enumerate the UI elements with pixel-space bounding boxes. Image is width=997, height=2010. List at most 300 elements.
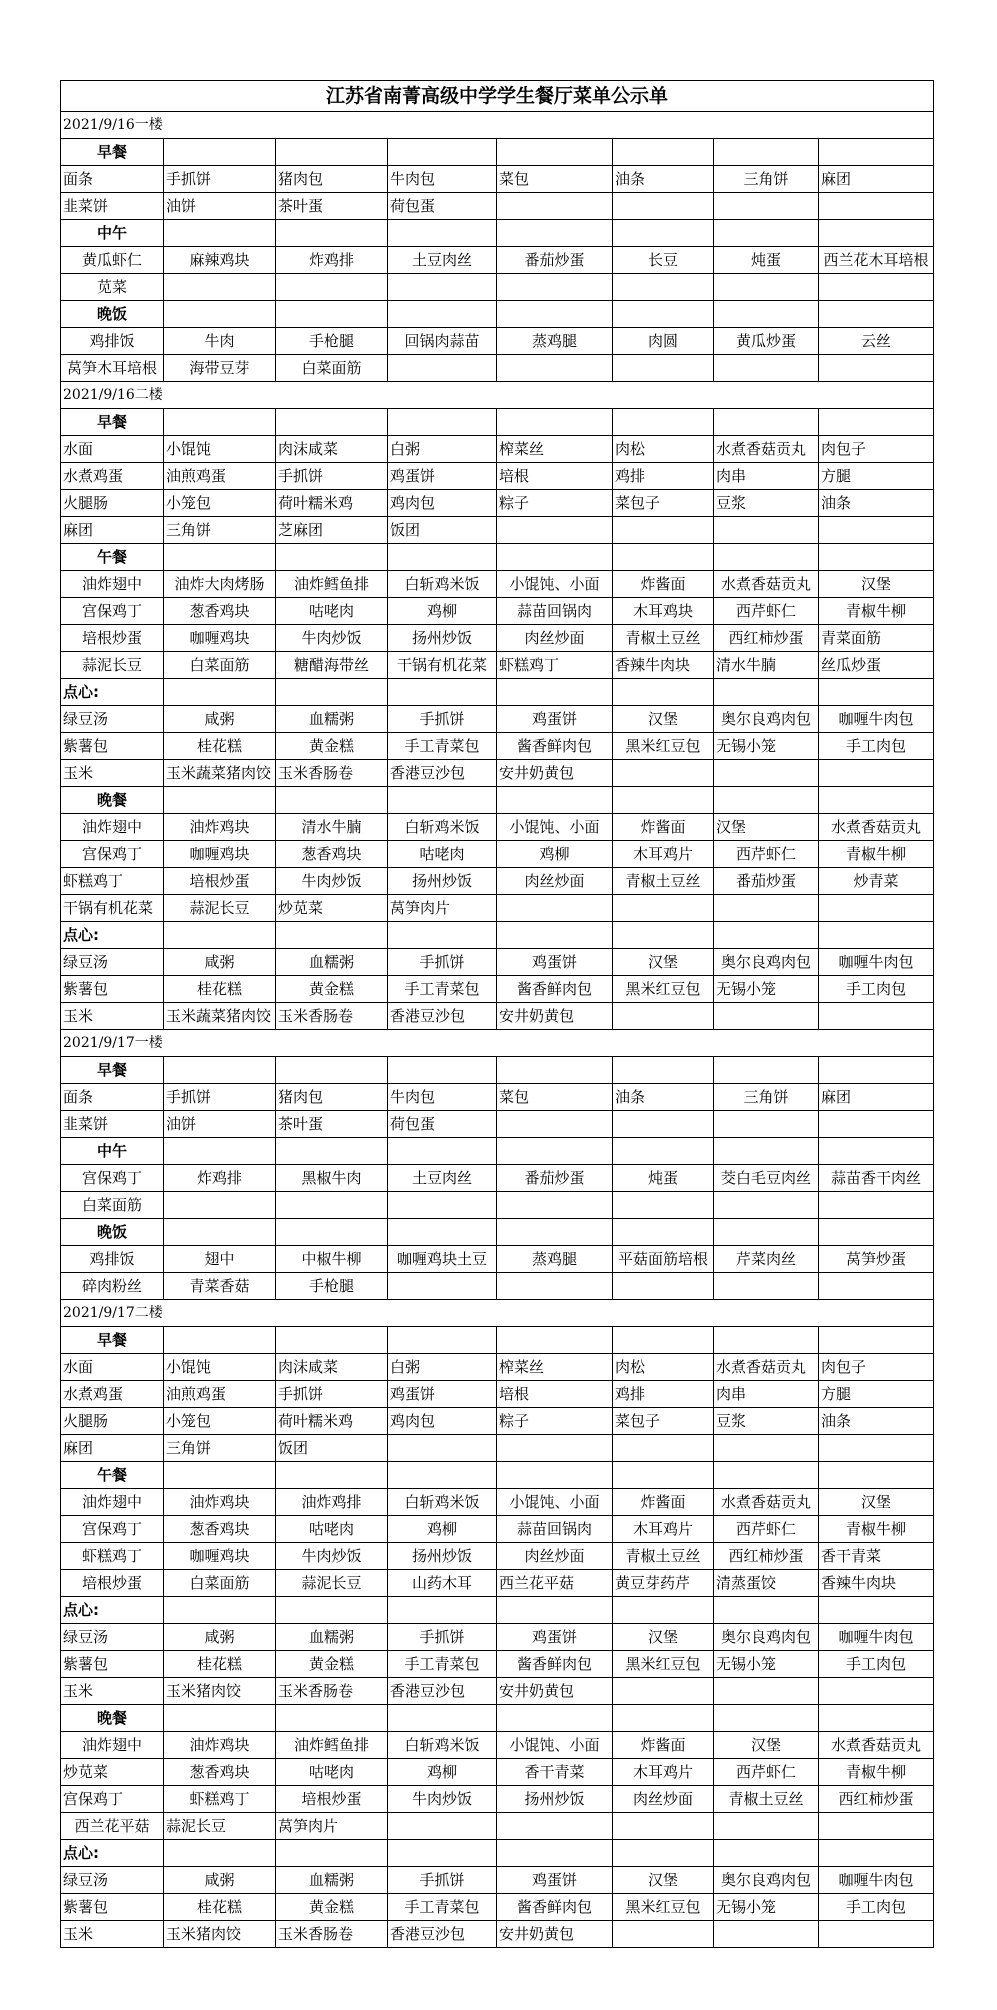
menu-item-cell: 小馄饨、小面 bbox=[497, 571, 613, 598]
empty-cell bbox=[388, 1462, 497, 1489]
menu-item-cell: 手抓饼 bbox=[388, 1624, 497, 1651]
empty-cell bbox=[613, 517, 714, 544]
empty-cell bbox=[714, 1597, 819, 1624]
empty-cell bbox=[164, 1138, 276, 1165]
empty-cell bbox=[497, 1138, 613, 1165]
menu-item-cell: 水煮香菇贡丸 bbox=[714, 1489, 819, 1516]
table-row bbox=[61, 1084, 934, 1111]
empty-cell bbox=[613, 544, 714, 571]
menu-item-cell: 宫保鸡丁 bbox=[61, 1516, 164, 1543]
menu-item-cell: 黄瓜虾仁 bbox=[61, 247, 164, 274]
menu-item-cell: 油炸大肉烤肠 bbox=[164, 571, 276, 598]
empty-cell bbox=[613, 1597, 714, 1624]
empty-cell bbox=[276, 1705, 388, 1732]
menu-item-cell: 水面 bbox=[61, 436, 164, 463]
menu-item-cell: 青椒牛柳 bbox=[819, 1759, 934, 1786]
empty-cell bbox=[819, 1138, 934, 1165]
menu-item-cell: 玉米香肠卷 bbox=[276, 1678, 388, 1705]
menu-item-cell: 白菜面筋 bbox=[276, 355, 388, 382]
meal-section-label: 晚饭 bbox=[61, 1219, 164, 1246]
empty-cell bbox=[388, 544, 497, 571]
empty-cell bbox=[276, 1840, 388, 1867]
menu-item-cell: 水煮香菇贡丸 bbox=[819, 1732, 934, 1759]
empty-cell bbox=[819, 679, 934, 706]
menu-item-cell: 绿豆汤 bbox=[61, 1624, 164, 1651]
menu-item-cell: 玉米蔬菜猪肉饺 bbox=[164, 760, 276, 787]
meal-section-label: 点心: bbox=[61, 1840, 164, 1867]
menu-item-cell: 西红柿炒蛋 bbox=[714, 1543, 819, 1570]
empty-cell bbox=[497, 1192, 613, 1219]
table-row bbox=[61, 274, 934, 301]
menu-item-cell: 西芹虾仁 bbox=[714, 841, 819, 868]
table-row bbox=[61, 355, 934, 382]
empty-cell bbox=[714, 220, 819, 247]
empty-cell bbox=[497, 1273, 613, 1300]
empty-cell bbox=[613, 1273, 714, 1300]
date-row bbox=[61, 1030, 934, 1057]
empty-cell bbox=[613, 301, 714, 328]
menu-item-cell: 酱香鲜肉包 bbox=[497, 733, 613, 760]
menu-item-cell: 汉堡 bbox=[613, 1624, 714, 1651]
menu-item-cell: 培根炒蛋 bbox=[61, 1570, 164, 1597]
menu-item-cell: 虾糕鸡丁 bbox=[61, 1543, 164, 1570]
menu-item-cell: 炸鸡排 bbox=[164, 1165, 276, 1192]
menu-item-cell: 青椒牛柳 bbox=[819, 841, 934, 868]
empty-cell bbox=[714, 193, 819, 220]
empty-cell bbox=[714, 1462, 819, 1489]
date-label: 2021/9/17二楼 bbox=[61, 1300, 934, 1327]
table-row bbox=[61, 1192, 934, 1219]
empty-cell bbox=[497, 1111, 613, 1138]
menu-item-cell: 油炸鳕鱼排 bbox=[276, 571, 388, 598]
menu-item-cell: 黄金糕 bbox=[276, 733, 388, 760]
empty-cell bbox=[613, 193, 714, 220]
meal-section-label: 晚饭 bbox=[61, 301, 164, 328]
menu-item-cell: 油炸翅中 bbox=[61, 1489, 164, 1516]
empty-cell bbox=[613, 355, 714, 382]
menu-item-cell: 绿豆汤 bbox=[61, 1867, 164, 1894]
empty-cell bbox=[164, 787, 276, 814]
menu-item-cell: 汉堡 bbox=[714, 1732, 819, 1759]
menu-item-cell: 白粥 bbox=[388, 436, 497, 463]
empty-cell bbox=[613, 1057, 714, 1084]
menu-item-cell: 莴笋木耳培根 bbox=[61, 355, 164, 382]
menu-item-cell: 肉丝炒面 bbox=[497, 625, 613, 652]
menu-item-cell: 鸡排 bbox=[613, 1381, 714, 1408]
empty-cell bbox=[613, 922, 714, 949]
menu-item-cell: 土豆肉丝 bbox=[388, 247, 497, 274]
menu-item-cell: 扬州炒饭 bbox=[497, 1786, 613, 1813]
menu-item-cell: 土豆肉丝 bbox=[388, 1165, 497, 1192]
empty-cell bbox=[388, 1057, 497, 1084]
empty-cell bbox=[497, 1597, 613, 1624]
menu-item-cell: 鸡蛋饼 bbox=[497, 706, 613, 733]
empty-cell bbox=[276, 409, 388, 436]
menu-item-cell: 水煮香菇贡丸 bbox=[714, 436, 819, 463]
empty-cell bbox=[388, 301, 497, 328]
menu-item-cell: 西红柿炒蛋 bbox=[714, 625, 819, 652]
empty-cell bbox=[276, 787, 388, 814]
menu-item-cell: 水煮鸡蛋 bbox=[61, 463, 164, 490]
menu-item-cell: 培根 bbox=[497, 463, 613, 490]
empty-cell bbox=[276, 301, 388, 328]
menu-item-cell: 清水牛腩 bbox=[276, 814, 388, 841]
empty-cell bbox=[613, 787, 714, 814]
menu-item-cell: 桂花糕 bbox=[164, 733, 276, 760]
menu-item-cell: 中椒牛柳 bbox=[276, 1246, 388, 1273]
empty-cell bbox=[388, 220, 497, 247]
meal-section-row bbox=[61, 1462, 934, 1489]
empty-cell bbox=[388, 1219, 497, 1246]
table-row bbox=[61, 841, 934, 868]
menu-item-cell: 黑米红豆包 bbox=[613, 1894, 714, 1921]
menu-item-cell: 黑椒牛肉 bbox=[276, 1165, 388, 1192]
menu-item-cell: 肉松 bbox=[613, 436, 714, 463]
menu-item-cell: 咖喱牛肉包 bbox=[819, 706, 934, 733]
meal-section-row bbox=[61, 1057, 934, 1084]
menu-item-cell: 酱香鲜肉包 bbox=[497, 976, 613, 1003]
empty-cell bbox=[164, 1219, 276, 1246]
empty-cell bbox=[276, 544, 388, 571]
empty-cell bbox=[497, 895, 613, 922]
meal-section-row bbox=[61, 922, 934, 949]
empty-cell bbox=[276, 1219, 388, 1246]
menu-item-cell: 蒜苗回锅肉 bbox=[497, 598, 613, 625]
menu-item-cell: 青椒土豆丝 bbox=[613, 625, 714, 652]
table-row bbox=[61, 598, 934, 625]
empty-cell bbox=[164, 1705, 276, 1732]
empty-cell bbox=[497, 355, 613, 382]
menu-item-cell: 云丝 bbox=[819, 328, 934, 355]
empty-cell bbox=[497, 517, 613, 544]
menu-item-cell: 白斩鸡米饭 bbox=[388, 1489, 497, 1516]
meal-section-label: 早餐 bbox=[61, 1057, 164, 1084]
menu-item-cell: 肉串 bbox=[714, 463, 819, 490]
menu-item-cell: 扬州炒饭 bbox=[388, 1543, 497, 1570]
table-row bbox=[61, 463, 934, 490]
menu-item-cell: 水煮香菇贡丸 bbox=[714, 1354, 819, 1381]
meal-section-label: 晚餐 bbox=[61, 787, 164, 814]
menu-item-cell: 手抓饼 bbox=[164, 166, 276, 193]
menu-item-cell: 青椒土豆丝 bbox=[613, 868, 714, 895]
empty-cell bbox=[714, 760, 819, 787]
meal-section-label: 中午 bbox=[61, 1138, 164, 1165]
meal-section-label: 中午 bbox=[61, 220, 164, 247]
empty-cell bbox=[388, 1597, 497, 1624]
empty-cell bbox=[613, 760, 714, 787]
menu-item-cell: 鸡排饭 bbox=[61, 1246, 164, 1273]
empty-cell bbox=[276, 1057, 388, 1084]
empty-cell bbox=[497, 1327, 613, 1354]
empty-cell bbox=[714, 1192, 819, 1219]
table-row bbox=[61, 1570, 934, 1597]
menu-item-cell: 水煮鸡蛋 bbox=[61, 1381, 164, 1408]
empty-cell bbox=[276, 922, 388, 949]
table-row bbox=[61, 652, 934, 679]
menu-item-cell: 炸酱面 bbox=[613, 1489, 714, 1516]
menu-item-cell: 油条 bbox=[613, 166, 714, 193]
menu-item-cell: 汉堡 bbox=[819, 571, 934, 598]
menu-item-cell: 炒青菜 bbox=[819, 868, 934, 895]
table-row bbox=[61, 1003, 934, 1030]
menu-item-cell: 汉堡 bbox=[714, 814, 819, 841]
menu-item-cell: 苋菜 bbox=[61, 274, 164, 301]
menu-item-cell: 黑米红豆包 bbox=[613, 733, 714, 760]
menu-item-cell: 玉米 bbox=[61, 760, 164, 787]
menu-item-cell: 绿豆汤 bbox=[61, 949, 164, 976]
menu-item-cell: 豆浆 bbox=[714, 490, 819, 517]
menu-item-cell: 茶叶蛋 bbox=[276, 193, 388, 220]
menu-item-cell: 紫薯包 bbox=[61, 733, 164, 760]
meal-section-row bbox=[61, 301, 934, 328]
menu-item-cell: 麻团 bbox=[819, 1084, 934, 1111]
empty-cell bbox=[613, 895, 714, 922]
menu-item-cell: 海带豆芽 bbox=[164, 355, 276, 382]
empty-cell bbox=[613, 1840, 714, 1867]
menu-item-cell: 青椒牛柳 bbox=[819, 598, 934, 625]
menu-item-cell: 麻团 bbox=[819, 166, 934, 193]
empty-cell bbox=[819, 1705, 934, 1732]
menu-item-cell: 白斩鸡米饭 bbox=[388, 814, 497, 841]
empty-cell bbox=[613, 1435, 714, 1462]
empty-cell bbox=[164, 301, 276, 328]
menu-item-cell: 鸡蛋饼 bbox=[497, 1624, 613, 1651]
menu-item-cell: 黄金糕 bbox=[276, 1651, 388, 1678]
menu-item-cell: 葱香鸡块 bbox=[164, 1516, 276, 1543]
menu-item-cell: 黄豆芽药芹 bbox=[613, 1570, 714, 1597]
menu-item-cell: 芹菜肉丝 bbox=[714, 1246, 819, 1273]
meal-section-row bbox=[61, 1840, 934, 1867]
menu-item-cell: 手工青菜包 bbox=[388, 733, 497, 760]
menu-item-cell: 油炸鸡块 bbox=[164, 1732, 276, 1759]
menu-item-cell: 咕咾肉 bbox=[276, 1516, 388, 1543]
table-row bbox=[61, 1678, 934, 1705]
menu-item-cell: 油炸鸡块 bbox=[164, 1489, 276, 1516]
empty-cell bbox=[497, 139, 613, 166]
menu-item-cell: 手抓饼 bbox=[388, 706, 497, 733]
menu-item-cell: 蒸鸡腿 bbox=[497, 328, 613, 355]
empty-cell bbox=[714, 409, 819, 436]
meal-section-label: 午餐 bbox=[61, 1462, 164, 1489]
empty-cell bbox=[819, 409, 934, 436]
empty-cell bbox=[613, 1138, 714, 1165]
table-row bbox=[61, 1381, 934, 1408]
menu-item-cell: 无锡小笼 bbox=[714, 1894, 819, 1921]
table-row bbox=[61, 1516, 934, 1543]
menu-item-cell: 三角饼 bbox=[714, 1084, 819, 1111]
empty-cell bbox=[819, 1462, 934, 1489]
menu-item-cell: 炸酱面 bbox=[613, 814, 714, 841]
table-row bbox=[61, 1813, 934, 1840]
menu-item-cell: 香干青菜 bbox=[497, 1759, 613, 1786]
table-row bbox=[61, 625, 934, 652]
menu-item-cell: 牛肉炒饭 bbox=[276, 625, 388, 652]
menu-item-cell: 榨菜丝 bbox=[497, 436, 613, 463]
date-label: 2021/9/17一楼 bbox=[61, 1030, 934, 1057]
menu-item-cell: 麻团 bbox=[61, 1435, 164, 1462]
menu-item-cell: 炒苋菜 bbox=[276, 895, 388, 922]
empty-cell bbox=[613, 1192, 714, 1219]
empty-cell bbox=[613, 1705, 714, 1732]
empty-cell bbox=[497, 1705, 613, 1732]
menu-item-cell: 牛肉炒饭 bbox=[276, 868, 388, 895]
menu-item-cell: 番茄炒蛋 bbox=[714, 868, 819, 895]
empty-cell bbox=[497, 1840, 613, 1867]
empty-cell bbox=[497, 1813, 613, 1840]
empty-cell bbox=[164, 922, 276, 949]
menu-item-cell: 菜包 bbox=[497, 1084, 613, 1111]
menu-item-cell: 翅中 bbox=[164, 1246, 276, 1273]
empty-cell bbox=[819, 1111, 934, 1138]
menu-item-cell: 肉包子 bbox=[819, 1354, 934, 1381]
menu-item-cell: 手抓饼 bbox=[388, 949, 497, 976]
table-row bbox=[61, 1543, 934, 1570]
table-row bbox=[61, 193, 934, 220]
menu-item-cell: 炒苋菜 bbox=[61, 1759, 164, 1786]
menu-item-cell: 莴笋炒蛋 bbox=[819, 1246, 934, 1273]
menu-item-cell: 咕咾肉 bbox=[276, 598, 388, 625]
date-row bbox=[61, 1300, 934, 1327]
menu-item-cell: 小馄饨 bbox=[164, 436, 276, 463]
empty-cell bbox=[388, 1273, 497, 1300]
empty-cell bbox=[714, 1057, 819, 1084]
table-row bbox=[61, 814, 934, 841]
menu-item-cell: 茭白毛豆肉丝 bbox=[714, 1165, 819, 1192]
table-row bbox=[61, 436, 934, 463]
menu-item-cell: 水煮香菇贡丸 bbox=[714, 571, 819, 598]
menu-item-cell: 汉堡 bbox=[613, 1867, 714, 1894]
menu-item-cell: 小笼包 bbox=[164, 1408, 276, 1435]
menu-item-cell: 玉米 bbox=[61, 1921, 164, 1948]
empty-cell bbox=[164, 1192, 276, 1219]
menu-item-cell: 青菜香菇 bbox=[164, 1273, 276, 1300]
menu-item-cell: 木耳鸡片 bbox=[613, 1516, 714, 1543]
table-row bbox=[61, 868, 934, 895]
menu-table-body bbox=[61, 81, 934, 1948]
empty-cell bbox=[819, 1921, 934, 1948]
empty-cell bbox=[714, 1219, 819, 1246]
empty-cell bbox=[714, 1678, 819, 1705]
empty-cell bbox=[164, 220, 276, 247]
menu-item-cell: 油炸鸡块 bbox=[164, 814, 276, 841]
empty-cell bbox=[714, 517, 819, 544]
empty-cell bbox=[714, 544, 819, 571]
menu-item-cell: 虾糕鸡丁 bbox=[497, 652, 613, 679]
empty-cell bbox=[388, 787, 497, 814]
table-row bbox=[61, 733, 934, 760]
empty-cell bbox=[819, 139, 934, 166]
menu-item-cell: 血糯粥 bbox=[276, 949, 388, 976]
menu-item-cell: 木耳鸡片 bbox=[613, 841, 714, 868]
table-row bbox=[61, 1921, 934, 1948]
menu-item-cell: 手工肉包 bbox=[819, 1894, 934, 1921]
empty-cell bbox=[613, 1462, 714, 1489]
menu-item-cell: 水煮香菇贡丸 bbox=[819, 814, 934, 841]
menu-item-cell: 扬州炒饭 bbox=[388, 625, 497, 652]
menu-item-cell: 鸡蛋饼 bbox=[497, 1867, 613, 1894]
menu-item-cell: 玉米 bbox=[61, 1678, 164, 1705]
menu-item-cell: 葱香鸡块 bbox=[164, 1759, 276, 1786]
empty-cell bbox=[497, 787, 613, 814]
menu-item-cell: 炸酱面 bbox=[613, 1732, 714, 1759]
table-row bbox=[61, 1111, 934, 1138]
menu-item-cell: 菜包 bbox=[497, 166, 613, 193]
empty-cell bbox=[276, 1597, 388, 1624]
menu-item-cell: 培根炒蛋 bbox=[61, 625, 164, 652]
empty-cell bbox=[497, 220, 613, 247]
menu-item-cell: 莴笋肉片 bbox=[388, 895, 497, 922]
empty-cell bbox=[714, 274, 819, 301]
empty-cell bbox=[388, 1705, 497, 1732]
table-row bbox=[61, 1273, 934, 1300]
empty-cell bbox=[613, 1003, 714, 1030]
table-row bbox=[61, 949, 934, 976]
menu-item-cell: 西兰花平菇 bbox=[61, 1813, 164, 1840]
menu-item-cell: 咖喱鸡块 bbox=[164, 1543, 276, 1570]
empty-cell bbox=[819, 760, 934, 787]
table-row bbox=[61, 571, 934, 598]
menu-item-cell: 榨菜丝 bbox=[497, 1354, 613, 1381]
empty-cell bbox=[164, 679, 276, 706]
empty-cell bbox=[164, 1597, 276, 1624]
table-row bbox=[61, 1759, 934, 1786]
meal-section-row bbox=[61, 220, 934, 247]
menu-item-cell: 西芹虾仁 bbox=[714, 1759, 819, 1786]
empty-cell bbox=[388, 1138, 497, 1165]
empty-cell bbox=[613, 1921, 714, 1948]
menu-item-cell: 芝麻团 bbox=[276, 517, 388, 544]
empty-cell bbox=[497, 679, 613, 706]
menu-item-cell: 碎肉粉丝 bbox=[61, 1273, 164, 1300]
empty-cell bbox=[819, 1840, 934, 1867]
menu-item-cell: 木耳鸡片 bbox=[613, 1759, 714, 1786]
empty-cell bbox=[497, 409, 613, 436]
menu-item-cell: 玉米香肠卷 bbox=[276, 1003, 388, 1030]
menu-item-cell: 奥尔良鸡肉包 bbox=[714, 1867, 819, 1894]
menu-item-cell: 油条 bbox=[819, 490, 934, 517]
empty-cell bbox=[819, 1327, 934, 1354]
menu-item-cell: 咖喱鸡块 bbox=[164, 625, 276, 652]
menu-item-cell: 咖喱牛肉包 bbox=[819, 1867, 934, 1894]
menu-item-cell: 咖喱牛肉包 bbox=[819, 949, 934, 976]
menu-item-cell: 面条 bbox=[61, 166, 164, 193]
table-row bbox=[61, 1651, 934, 1678]
menu-item-cell: 安井奶黄包 bbox=[497, 760, 613, 787]
menu-item-cell: 无锡小笼 bbox=[714, 976, 819, 1003]
menu-item-cell: 玉米猪肉饺 bbox=[164, 1678, 276, 1705]
menu-item-cell: 咸粥 bbox=[164, 1867, 276, 1894]
menu-item-cell: 清蒸蛋饺 bbox=[714, 1570, 819, 1597]
menu-item-cell: 咸粥 bbox=[164, 1624, 276, 1651]
menu-item-cell: 牛肉炒饭 bbox=[276, 1543, 388, 1570]
empty-cell bbox=[714, 1813, 819, 1840]
menu-item-cell: 鸡蛋饼 bbox=[497, 949, 613, 976]
empty-cell bbox=[276, 679, 388, 706]
menu-item-cell: 肉松 bbox=[613, 1354, 714, 1381]
menu-item-cell: 蒜泥长豆 bbox=[276, 1570, 388, 1597]
empty-cell bbox=[164, 544, 276, 571]
menu-item-cell: 无锡小笼 bbox=[714, 733, 819, 760]
empty-cell bbox=[819, 1678, 934, 1705]
empty-cell bbox=[714, 1327, 819, 1354]
menu-item-cell: 肉沫咸菜 bbox=[276, 436, 388, 463]
menu-item-cell: 干锅有机花菜 bbox=[61, 895, 164, 922]
menu-item-cell: 黄瓜炒蛋 bbox=[714, 328, 819, 355]
empty-cell bbox=[388, 1192, 497, 1219]
empty-cell bbox=[714, 1138, 819, 1165]
menu-item-cell: 宫保鸡丁 bbox=[61, 598, 164, 625]
menu-item-cell: 菜包子 bbox=[613, 490, 714, 517]
